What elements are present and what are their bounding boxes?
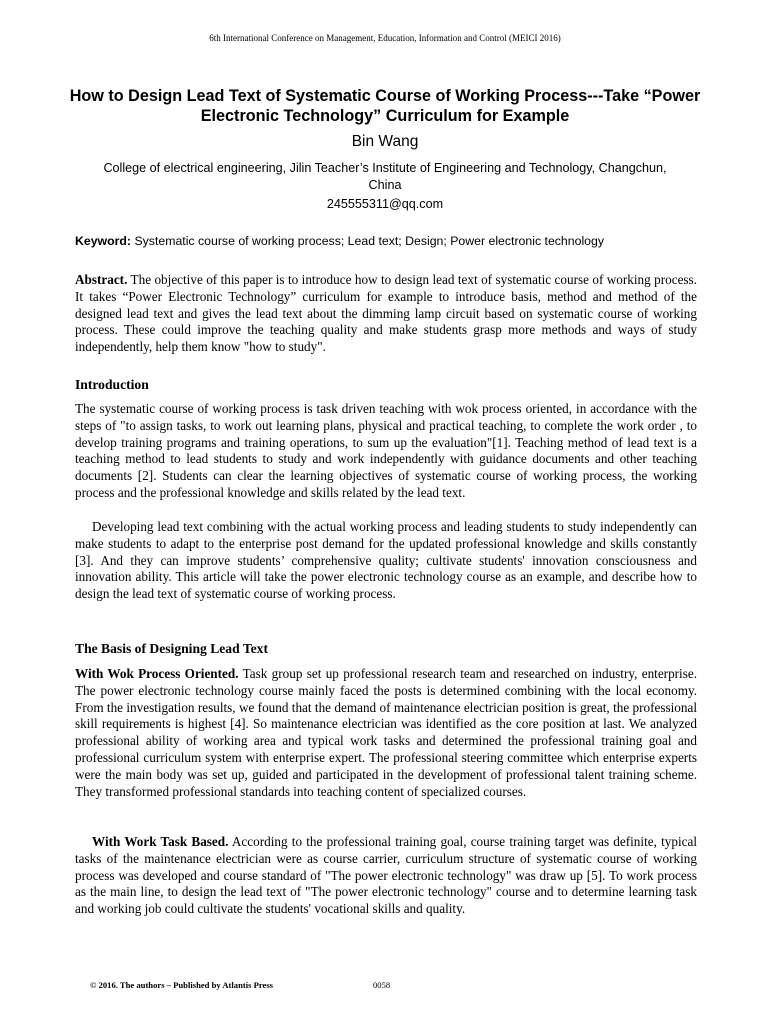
run-in-heading: With Wok Process Oriented. <box>75 666 239 681</box>
conference-header: 6th International Conference on Management, Education, Information and Control (MEICI 2016) <box>209 33 561 43</box>
paper-title: How to Design Lead Text of Systematic Course of Working Process---Take “Power Electronic Technology” Curriculum for Example <box>69 87 701 125</box>
keywords <box>75 234 715 248</box>
paragraph-text: Task group set up professional research team and researched on industry, enterprise. The power electronic technology course mainly faced the posts is determined combining with the local economy. From the investigation results, we found that the demand of maintenance electrician position is great, the professional skill requirements is highest [4]. So maintenance electrician was identified as the core position at last. We analyzed professional ability of working area and typical work tasks and determined the professional training goal and professional curriculum system with enterprise expert. The professional steering committee which enterprise experts were the main body was set up, guided and participated in the development of professional talent training scheme. They transformed professional standards into teaching content of specialized courses. <box>75 666 698 799</box>
author-name: Bin Wang <box>351 133 419 150</box>
paragraph: Developing lead text combining with the actual working process and leading students to study independently can make students to adapt to the enterprise post demand for the updated professional knowledge and skills constantly [3]. And they can improve students’ comprehensive quality; cultivate students' innovation consciousness and innovation ability. This article will take the power electronic technology course as an example, and describe how to design the lead text of systematic course of working process. <box>75 519 697 602</box>
affiliation: College of electrical engineering, Jilin Teacher’s Institute of Engineering and Technology, Changchun, China <box>103 161 667 192</box>
paragraph: The systematic course of working process is task driven teaching with wok process oriented, in accordance with the steps of "to assign tasks, to work out learning plans, physical and practical teaching, to complete the work order , to develop training programs and training operations, to sum up the evaluation"[1]. Teaching method of lead text is a teaching method to lead students to study and work independently with guidance documents and other teaching documents [2]. Students can clear the learning objectives of systematic course of working process, the working process and the professional knowledge and skills related by the lead text. <box>75 401 697 500</box>
run-in-heading: With Work Task Based. <box>92 834 229 849</box>
paragraph <box>75 666 697 800</box>
abstract <box>75 272 697 356</box>
section-heading-introduction: Introduction <box>75 377 149 392</box>
keyword-text: Systematic course of working process; Lead text; Design; Power electronic technology <box>131 234 605 248</box>
abstract-label: Abstract. <box>75 272 128 287</box>
section-heading-basis: The Basis of Designing Lead Text <box>75 641 268 656</box>
page-number: 0058 <box>373 980 391 990</box>
author-email: 245555311@qq.com <box>326 197 444 211</box>
footer-copyright: © 2016. The authors – Published by Atlantis Press <box>90 980 274 990</box>
keyword-label: Keyword: <box>75 234 132 248</box>
abstract-text: The objective of this paper is to introduce how to design lead text of systematic course of working process. It takes “Power Electronic Technology” curriculum for example to introduce basis, method and method of the designed lead text and gives the lead text about the dimming lamp circuit based on systematic course of working process. These could improve the teaching quality and make students grasp more methods and ways of study independently, help them know "how to study". <box>75 272 697 355</box>
paragraph <box>75 834 697 918</box>
paragraph-text: According to the professional training goal, course training target was definite, typical tasks of the maintenance electrician were as course carrier, curriculum structure of systematic course of working process was developed and course standard of "The power electronic technology" was draw up [5]. To work process as the main line, to design the lead text of "The power electronic technology" course and to determine learning task and working job could cultivate the students' vocational skills and quality. <box>75 834 697 917</box>
